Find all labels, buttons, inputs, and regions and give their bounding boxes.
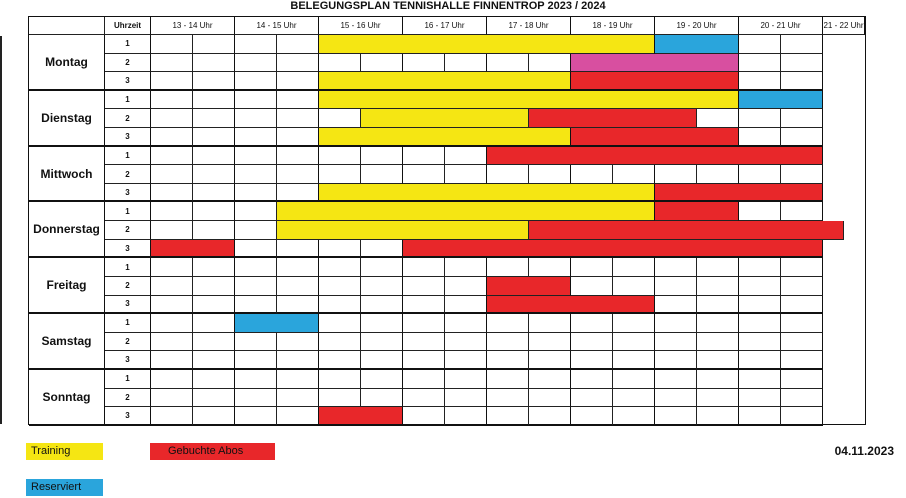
empty-slot [319, 54, 361, 73]
booking-abo [487, 147, 823, 166]
empty-slot [319, 389, 361, 408]
empty-slot [277, 91, 319, 110]
booking-training [277, 221, 529, 240]
empty-slot [571, 258, 613, 277]
empty-slot [151, 184, 193, 203]
empty-slot [403, 258, 445, 277]
empty-slot [739, 258, 781, 277]
empty-slot [235, 128, 277, 147]
empty-slot [235, 407, 277, 426]
empty-slot [235, 184, 277, 203]
empty-slot [487, 314, 529, 333]
empty-slot [487, 351, 529, 370]
empty-slot [151, 54, 193, 73]
empty-slot [235, 165, 277, 184]
court-number: 3 [105, 72, 151, 91]
empty-slot [193, 72, 235, 91]
empty-slot [361, 258, 403, 277]
empty-slot [613, 258, 655, 277]
empty-slot [319, 240, 361, 259]
hour-header: 20 - 21 Uhr [739, 17, 823, 35]
empty-slot [277, 184, 319, 203]
booking-reserviert [655, 35, 739, 54]
court-number: 2 [105, 389, 151, 408]
left-margin-line [0, 36, 2, 424]
empty-slot [445, 351, 487, 370]
empty-slot [781, 35, 823, 54]
date-stamp: 04.11.2023 [834, 444, 894, 458]
empty-slot [277, 240, 319, 259]
empty-slot [529, 54, 571, 73]
empty-slot [235, 296, 277, 315]
day-label: Freitag [29, 258, 105, 314]
booking-abo [655, 202, 739, 221]
empty-slot [571, 389, 613, 408]
empty-slot [193, 351, 235, 370]
court-number: 1 [105, 91, 151, 110]
empty-slot [361, 370, 403, 389]
header-corner [29, 17, 105, 35]
empty-slot [235, 258, 277, 277]
empty-slot [781, 72, 823, 91]
empty-slot [529, 389, 571, 408]
empty-slot [235, 277, 277, 296]
empty-slot [151, 35, 193, 54]
empty-slot [739, 128, 781, 147]
empty-slot [319, 165, 361, 184]
empty-slot [697, 109, 739, 128]
empty-slot [781, 314, 823, 333]
empty-slot [739, 277, 781, 296]
booking-abo [571, 72, 739, 91]
empty-slot [151, 109, 193, 128]
empty-slot [403, 147, 445, 166]
empty-slot [571, 370, 613, 389]
empty-slot [781, 165, 823, 184]
court-number: 1 [105, 147, 151, 166]
hour-header: 13 - 14 Uhr [151, 17, 235, 35]
empty-slot [277, 54, 319, 73]
booking-abo [487, 296, 655, 315]
court-number: 1 [105, 370, 151, 389]
empty-slot [697, 258, 739, 277]
empty-slot [697, 351, 739, 370]
booking-abo [571, 128, 739, 147]
empty-slot [739, 109, 781, 128]
court-number: 1 [105, 314, 151, 333]
empty-slot [781, 351, 823, 370]
empty-slot [151, 221, 193, 240]
empty-slot [193, 109, 235, 128]
empty-slot [277, 296, 319, 315]
empty-slot [235, 109, 277, 128]
empty-slot [151, 72, 193, 91]
empty-slot [655, 314, 697, 333]
empty-slot [193, 221, 235, 240]
empty-slot [403, 333, 445, 352]
booking-abo [151, 240, 235, 259]
empty-slot [235, 351, 277, 370]
empty-slot [319, 258, 361, 277]
booking-pink [571, 54, 739, 73]
empty-slot [277, 389, 319, 408]
court-number: 3 [105, 407, 151, 426]
empty-slot [193, 333, 235, 352]
empty-slot [403, 277, 445, 296]
empty-slot [277, 165, 319, 184]
empty-slot [277, 128, 319, 147]
empty-slot [403, 389, 445, 408]
empty-slot [781, 54, 823, 73]
empty-slot [697, 165, 739, 184]
empty-slot [781, 128, 823, 147]
empty-slot [697, 370, 739, 389]
empty-slot [193, 184, 235, 203]
booking-abo [403, 240, 823, 259]
empty-slot [193, 407, 235, 426]
empty-slot [571, 351, 613, 370]
empty-slot [277, 407, 319, 426]
empty-slot [487, 165, 529, 184]
empty-slot [151, 333, 193, 352]
hour-header: 19 - 20 Uhr [655, 17, 739, 35]
empty-slot [445, 258, 487, 277]
hour-header: 15 - 16 Uhr [319, 17, 403, 35]
empty-slot [739, 202, 781, 221]
empty-slot [739, 314, 781, 333]
empty-slot [403, 54, 445, 73]
day-label: Mittwoch [29, 147, 105, 203]
empty-slot [445, 147, 487, 166]
empty-slot [151, 370, 193, 389]
empty-slot [613, 389, 655, 408]
empty-slot [403, 165, 445, 184]
empty-slot [781, 333, 823, 352]
empty-slot [277, 109, 319, 128]
empty-slot [697, 277, 739, 296]
empty-slot [655, 258, 697, 277]
empty-slot [361, 277, 403, 296]
empty-slot [781, 258, 823, 277]
empty-slot [445, 54, 487, 73]
empty-slot [571, 165, 613, 184]
empty-slot [655, 370, 697, 389]
empty-slot [739, 72, 781, 91]
empty-slot [151, 202, 193, 221]
booking-training [319, 72, 571, 91]
booking-training [361, 109, 529, 128]
booking-training [319, 91, 739, 110]
schedule-grid [28, 16, 866, 425]
empty-slot [487, 54, 529, 73]
empty-slot [655, 296, 697, 315]
empty-slot [697, 389, 739, 408]
court-number: 3 [105, 296, 151, 315]
empty-slot [445, 165, 487, 184]
court-number: 2 [105, 165, 151, 184]
empty-slot [193, 147, 235, 166]
empty-slot [361, 240, 403, 259]
empty-slot [781, 109, 823, 128]
court-number: 2 [105, 221, 151, 240]
hour-header: 16 - 17 Uhr [403, 17, 487, 35]
empty-slot [235, 389, 277, 408]
empty-slot [781, 296, 823, 315]
empty-slot [529, 314, 571, 333]
empty-slot [193, 128, 235, 147]
empty-slot [655, 407, 697, 426]
empty-slot [151, 258, 193, 277]
empty-slot [319, 370, 361, 389]
empty-slot [235, 240, 277, 259]
legend-reserviert: Reserviert [26, 479, 103, 496]
empty-slot [529, 258, 571, 277]
empty-slot [361, 351, 403, 370]
empty-slot [193, 258, 235, 277]
day-label: Sonntag [29, 370, 105, 426]
empty-slot [235, 333, 277, 352]
booking-abo [529, 221, 844, 240]
booking-training [319, 184, 655, 203]
empty-slot [151, 407, 193, 426]
empty-slot [655, 333, 697, 352]
empty-slot [613, 333, 655, 352]
empty-slot [571, 277, 613, 296]
empty-slot [277, 277, 319, 296]
empty-slot [193, 370, 235, 389]
empty-slot [193, 296, 235, 315]
page-title: BELEGUNGSPLAN TENNISHALLE FINNENTROP 2023 / 2024 [290, 0, 606, 12]
empty-slot [529, 370, 571, 389]
empty-slot [235, 91, 277, 110]
empty-slot [193, 35, 235, 54]
empty-slot [697, 333, 739, 352]
empty-slot [445, 333, 487, 352]
empty-slot [235, 35, 277, 54]
empty-slot [655, 389, 697, 408]
empty-slot [487, 389, 529, 408]
empty-slot [781, 277, 823, 296]
empty-slot [529, 407, 571, 426]
empty-slot [319, 333, 361, 352]
booking-reserviert [235, 314, 319, 333]
booking-training [277, 202, 655, 221]
booking-abo [487, 277, 571, 296]
empty-slot [151, 147, 193, 166]
empty-slot [739, 351, 781, 370]
empty-slot [151, 165, 193, 184]
empty-slot [235, 221, 277, 240]
booking-abo [655, 184, 823, 203]
empty-slot [151, 277, 193, 296]
court-number: 2 [105, 54, 151, 73]
booking-training [319, 128, 571, 147]
empty-slot [487, 333, 529, 352]
court-number: 1 [105, 35, 151, 54]
empty-slot [613, 165, 655, 184]
empty-slot [445, 389, 487, 408]
empty-slot [151, 389, 193, 408]
empty-slot [319, 109, 361, 128]
empty-slot [277, 35, 319, 54]
empty-slot [613, 314, 655, 333]
court-number: 3 [105, 351, 151, 370]
empty-slot [781, 407, 823, 426]
empty-slot [655, 351, 697, 370]
empty-slot [445, 314, 487, 333]
court-number: 1 [105, 258, 151, 277]
empty-slot [361, 314, 403, 333]
empty-slot [739, 165, 781, 184]
empty-slot [487, 407, 529, 426]
empty-slot [193, 165, 235, 184]
empty-slot [697, 296, 739, 315]
empty-slot [613, 351, 655, 370]
empty-slot [613, 407, 655, 426]
empty-slot [151, 314, 193, 333]
empty-slot [445, 296, 487, 315]
day-label: Montag [29, 35, 105, 91]
empty-slot [277, 370, 319, 389]
empty-slot [277, 351, 319, 370]
empty-slot [487, 258, 529, 277]
empty-slot [151, 128, 193, 147]
empty-slot [193, 202, 235, 221]
empty-slot [235, 72, 277, 91]
court-number: 3 [105, 240, 151, 259]
empty-slot [193, 277, 235, 296]
empty-slot [151, 91, 193, 110]
hour-header: 17 - 18 Uhr [487, 17, 571, 35]
empty-slot [277, 333, 319, 352]
empty-slot [193, 389, 235, 408]
day-label: Dienstag [29, 91, 105, 147]
empty-slot [361, 333, 403, 352]
empty-slot [319, 277, 361, 296]
empty-slot [445, 370, 487, 389]
empty-slot [193, 91, 235, 110]
empty-slot [571, 407, 613, 426]
empty-slot [403, 407, 445, 426]
empty-slot [487, 370, 529, 389]
booking-reserviert [739, 91, 823, 110]
empty-slot [235, 54, 277, 73]
empty-slot [361, 147, 403, 166]
empty-slot [739, 296, 781, 315]
court-number: 1 [105, 202, 151, 221]
empty-slot [403, 351, 445, 370]
court-number: 2 [105, 277, 151, 296]
empty-slot [235, 147, 277, 166]
empty-slot [655, 277, 697, 296]
day-label: Samstag [29, 314, 105, 370]
empty-slot [739, 35, 781, 54]
empty-slot [445, 277, 487, 296]
empty-slot [151, 296, 193, 315]
empty-slot [781, 202, 823, 221]
empty-slot [193, 314, 235, 333]
hour-header: 21 - 22 Uhr [823, 17, 865, 35]
empty-slot [319, 314, 361, 333]
booking-training [319, 35, 655, 54]
empty-slot [739, 370, 781, 389]
empty-slot [739, 333, 781, 352]
empty-slot [697, 407, 739, 426]
hour-header: 14 - 15 Uhr [235, 17, 319, 35]
empty-slot [361, 165, 403, 184]
empty-slot [403, 296, 445, 315]
empty-slot [403, 314, 445, 333]
empty-slot [529, 351, 571, 370]
empty-slot [361, 296, 403, 315]
empty-slot [235, 370, 277, 389]
empty-slot [613, 370, 655, 389]
empty-slot [361, 54, 403, 73]
booking-abo [529, 109, 697, 128]
legend-training: Training [26, 443, 103, 460]
uhrzeit-header: Uhrzeit [105, 17, 151, 35]
empty-slot [319, 147, 361, 166]
empty-slot [571, 333, 613, 352]
empty-slot [781, 389, 823, 408]
empty-slot [319, 351, 361, 370]
empty-slot [151, 351, 193, 370]
empty-slot [571, 314, 613, 333]
empty-slot [193, 54, 235, 73]
hour-header: 18 - 19 Uhr [571, 17, 655, 35]
day-label: Donnerstag [29, 202, 105, 258]
court-number: 3 [105, 184, 151, 203]
court-number: 2 [105, 333, 151, 352]
empty-slot [739, 54, 781, 73]
empty-slot [529, 333, 571, 352]
empty-slot [403, 370, 445, 389]
empty-slot [529, 165, 571, 184]
court-number: 2 [105, 109, 151, 128]
empty-slot [697, 314, 739, 333]
booking-abo [319, 407, 403, 426]
empty-slot [277, 258, 319, 277]
empty-slot [739, 407, 781, 426]
empty-slot [613, 277, 655, 296]
empty-slot [319, 296, 361, 315]
empty-slot [277, 147, 319, 166]
court-number: 3 [105, 128, 151, 147]
empty-slot [361, 389, 403, 408]
empty-slot [655, 165, 697, 184]
empty-slot [277, 72, 319, 91]
empty-slot [739, 389, 781, 408]
empty-slot [445, 407, 487, 426]
legend-abos: Gebuchte Abos [150, 443, 275, 460]
empty-slot [781, 370, 823, 389]
empty-slot [235, 202, 277, 221]
